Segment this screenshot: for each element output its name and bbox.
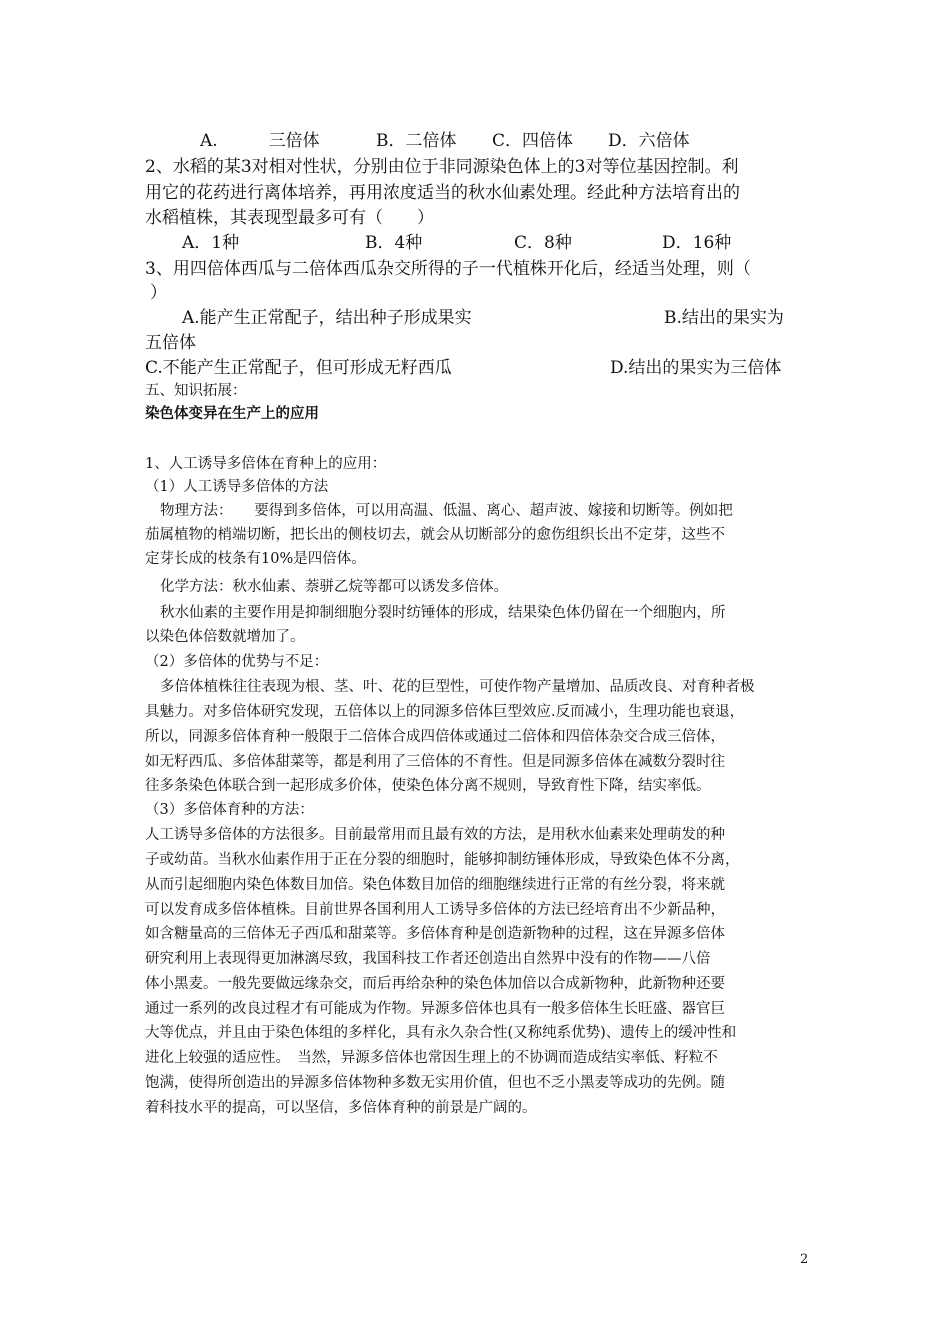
paragraph-line: 大等优点，并且由于染色体组的多样化，具有永久杂合性(又称纯系优势)、遗传上的缓冲性和 — [145, 1025, 737, 1041]
q2-line-3: 水稻植株，其表现型最多可有（ ） — [145, 208, 434, 228]
paragraph-line: 茄属植物的梢端切断，把长出的侧枝切去，就会从切断部分的愈伤组织长出不定芽，这些不 — [145, 527, 725, 543]
paragraph-line: 从而引起细胞内染色体数目加倍。染色体数目加倍的细胞继续进行正常的有丝分裂，将来就 — [145, 877, 725, 893]
subheading-1-2: （2）多倍体的优势与不足： — [145, 654, 329, 670]
q1-option-b: B．二倍体 — [376, 131, 457, 151]
q2-line-1: 2、水稻的某3对相对性状，分别由位于非同源染色体上的3对等位基因控制。利 — [145, 157, 739, 177]
q3-line-2: ） — [150, 283, 167, 303]
paragraph-line: 人工诱导多倍体的方法很多。目前最常用而且最有效的方法，是用秋水仙素来处理萌发的种 — [145, 827, 725, 843]
paragraph-line: 具魅力。对多倍体研究发现，五倍体以上的同源多倍体巨型效应.反而减小，生理功能也衰退， — [145, 704, 745, 720]
q3-option-c: C.不能产生正常配子，但可形成无籽西瓜 — [145, 358, 452, 378]
q2-option-a: A．1种 — [182, 233, 240, 253]
q2-line-2: 用它的花药进行离体培养，再用浓度适当的秋水仙素处理。经此种方法培育出的 — [145, 183, 740, 203]
paragraph-line: 物理方法： 要得到多倍体，可以用高温、低温、离心、超声波、嫁接和切断等。例如把 — [160, 503, 733, 519]
q2-option-d: D．16种 — [662, 233, 732, 253]
subheading-1-3: （3）多倍体育种的方法： — [145, 802, 314, 818]
subheading-1-1: （1）人工诱导多倍体的方法 — [145, 479, 329, 495]
paragraph-line: 如无籽西瓜、多倍体甜菜等，都是利用了三倍体的不育性。但是同源多倍体在减数分裂时往 — [145, 754, 725, 770]
q1-option-c: C．四倍体 — [492, 131, 574, 151]
paragraph-line: 进化上较强的适应性。 当然，异源多倍体也常因生理上的不协调而造成结实率低、籽粒不 — [145, 1050, 718, 1066]
q3-option-d: D.结出的果实为三倍体 — [610, 358, 782, 378]
paragraph-line: 着科技水平的提高，可以坚信，多倍体育种的前景是广阔的。 — [145, 1100, 537, 1116]
paragraph-line: 秋水仙素的主要作用是抑制细胞分裂时纺锤体的形成，结果染色体仍留在一个细胞内，所 — [160, 605, 726, 621]
paragraph-line: 所以，同源多倍体育种一般限于二倍体合成四倍体或通过二倍体和四倍体杂交合成三倍体， — [145, 729, 725, 745]
paragraph-line: 体小黑麦。一般先要做远缘杂交，而后再给杂种的染色体加倍以合成新物种，此新物种还要 — [145, 976, 725, 992]
paragraph-line: 往多条染色体联合到一起形成多价体，使染色体分离不规则，导致育性下降，结实率低。 — [145, 778, 711, 794]
paragraph-line: 定芽长成的枝条有10%是四倍体。 — [145, 551, 366, 567]
q1-option-a: A. 三倍体 — [200, 131, 320, 151]
q3-option-b-cont: 五倍体 — [145, 333, 196, 353]
paragraph-line: 可以发育成多倍体植株。目前世界各国利用人工诱导多倍体的方法已经培育出不少新品种， — [145, 902, 725, 918]
section-heading: 五、知识拓展： — [145, 383, 247, 399]
paragraph-line: 多倍体植株往往表现为根、茎、叶、花的巨型性，可使作物产量增加、品质改良、对育种者极 — [160, 679, 755, 695]
section-title: 染色体变异在生产上的应用 — [145, 406, 319, 422]
page-number: 2 — [800, 1252, 809, 1267]
paragraph-line: 如含糖量高的三倍体无子西瓜和甜菜等。多倍体育种是创造新物种的过程，这在异源多倍体 — [145, 926, 725, 942]
paragraph-line: 化学方法：秋水仙素、萘骈乙烷等都可以诱发多倍体。 — [160, 579, 508, 595]
subheading-1: 1、人工诱导多倍体在育种上的应用： — [145, 456, 387, 472]
paragraph-line: 以染色体倍数就增加了。 — [145, 629, 305, 645]
paragraph-line: 饱满，使得所创造出的异源多倍体物种多数无实用价值，但也不乏小黑麦等成功的先例。随 — [145, 1075, 725, 1091]
q3-option-b: B.结出的果实为 — [664, 308, 784, 328]
paragraph-line: 通过一系列的改良过程才有可能成为作物。异源多倍体也具有一般多倍体生长旺盛、器官巨 — [145, 1001, 725, 1017]
q2-option-b: B．4种 — [365, 233, 423, 253]
q3-option-a: A.能产生正常配子，结出种子形成果实 — [182, 308, 472, 328]
q1-option-d: D．六倍体 — [608, 131, 690, 151]
q2-option-c: C．8种 — [514, 233, 572, 253]
paragraph-line: 研究利用上表现得更加淋漓尽致，我国科技工作者还创造出自然界中没有的作物——八倍 — [145, 951, 711, 967]
paragraph-line: 子或幼苗。当秋水仙素作用于正在分裂的细胞时，能够抑制纺锤体形成，导致染色体不分离， — [145, 852, 740, 868]
q3-line-1: 3、用四倍体西瓜与二倍体西瓜杂交所得的子一代植株开化后，经适当处理，则（ — [145, 259, 751, 279]
